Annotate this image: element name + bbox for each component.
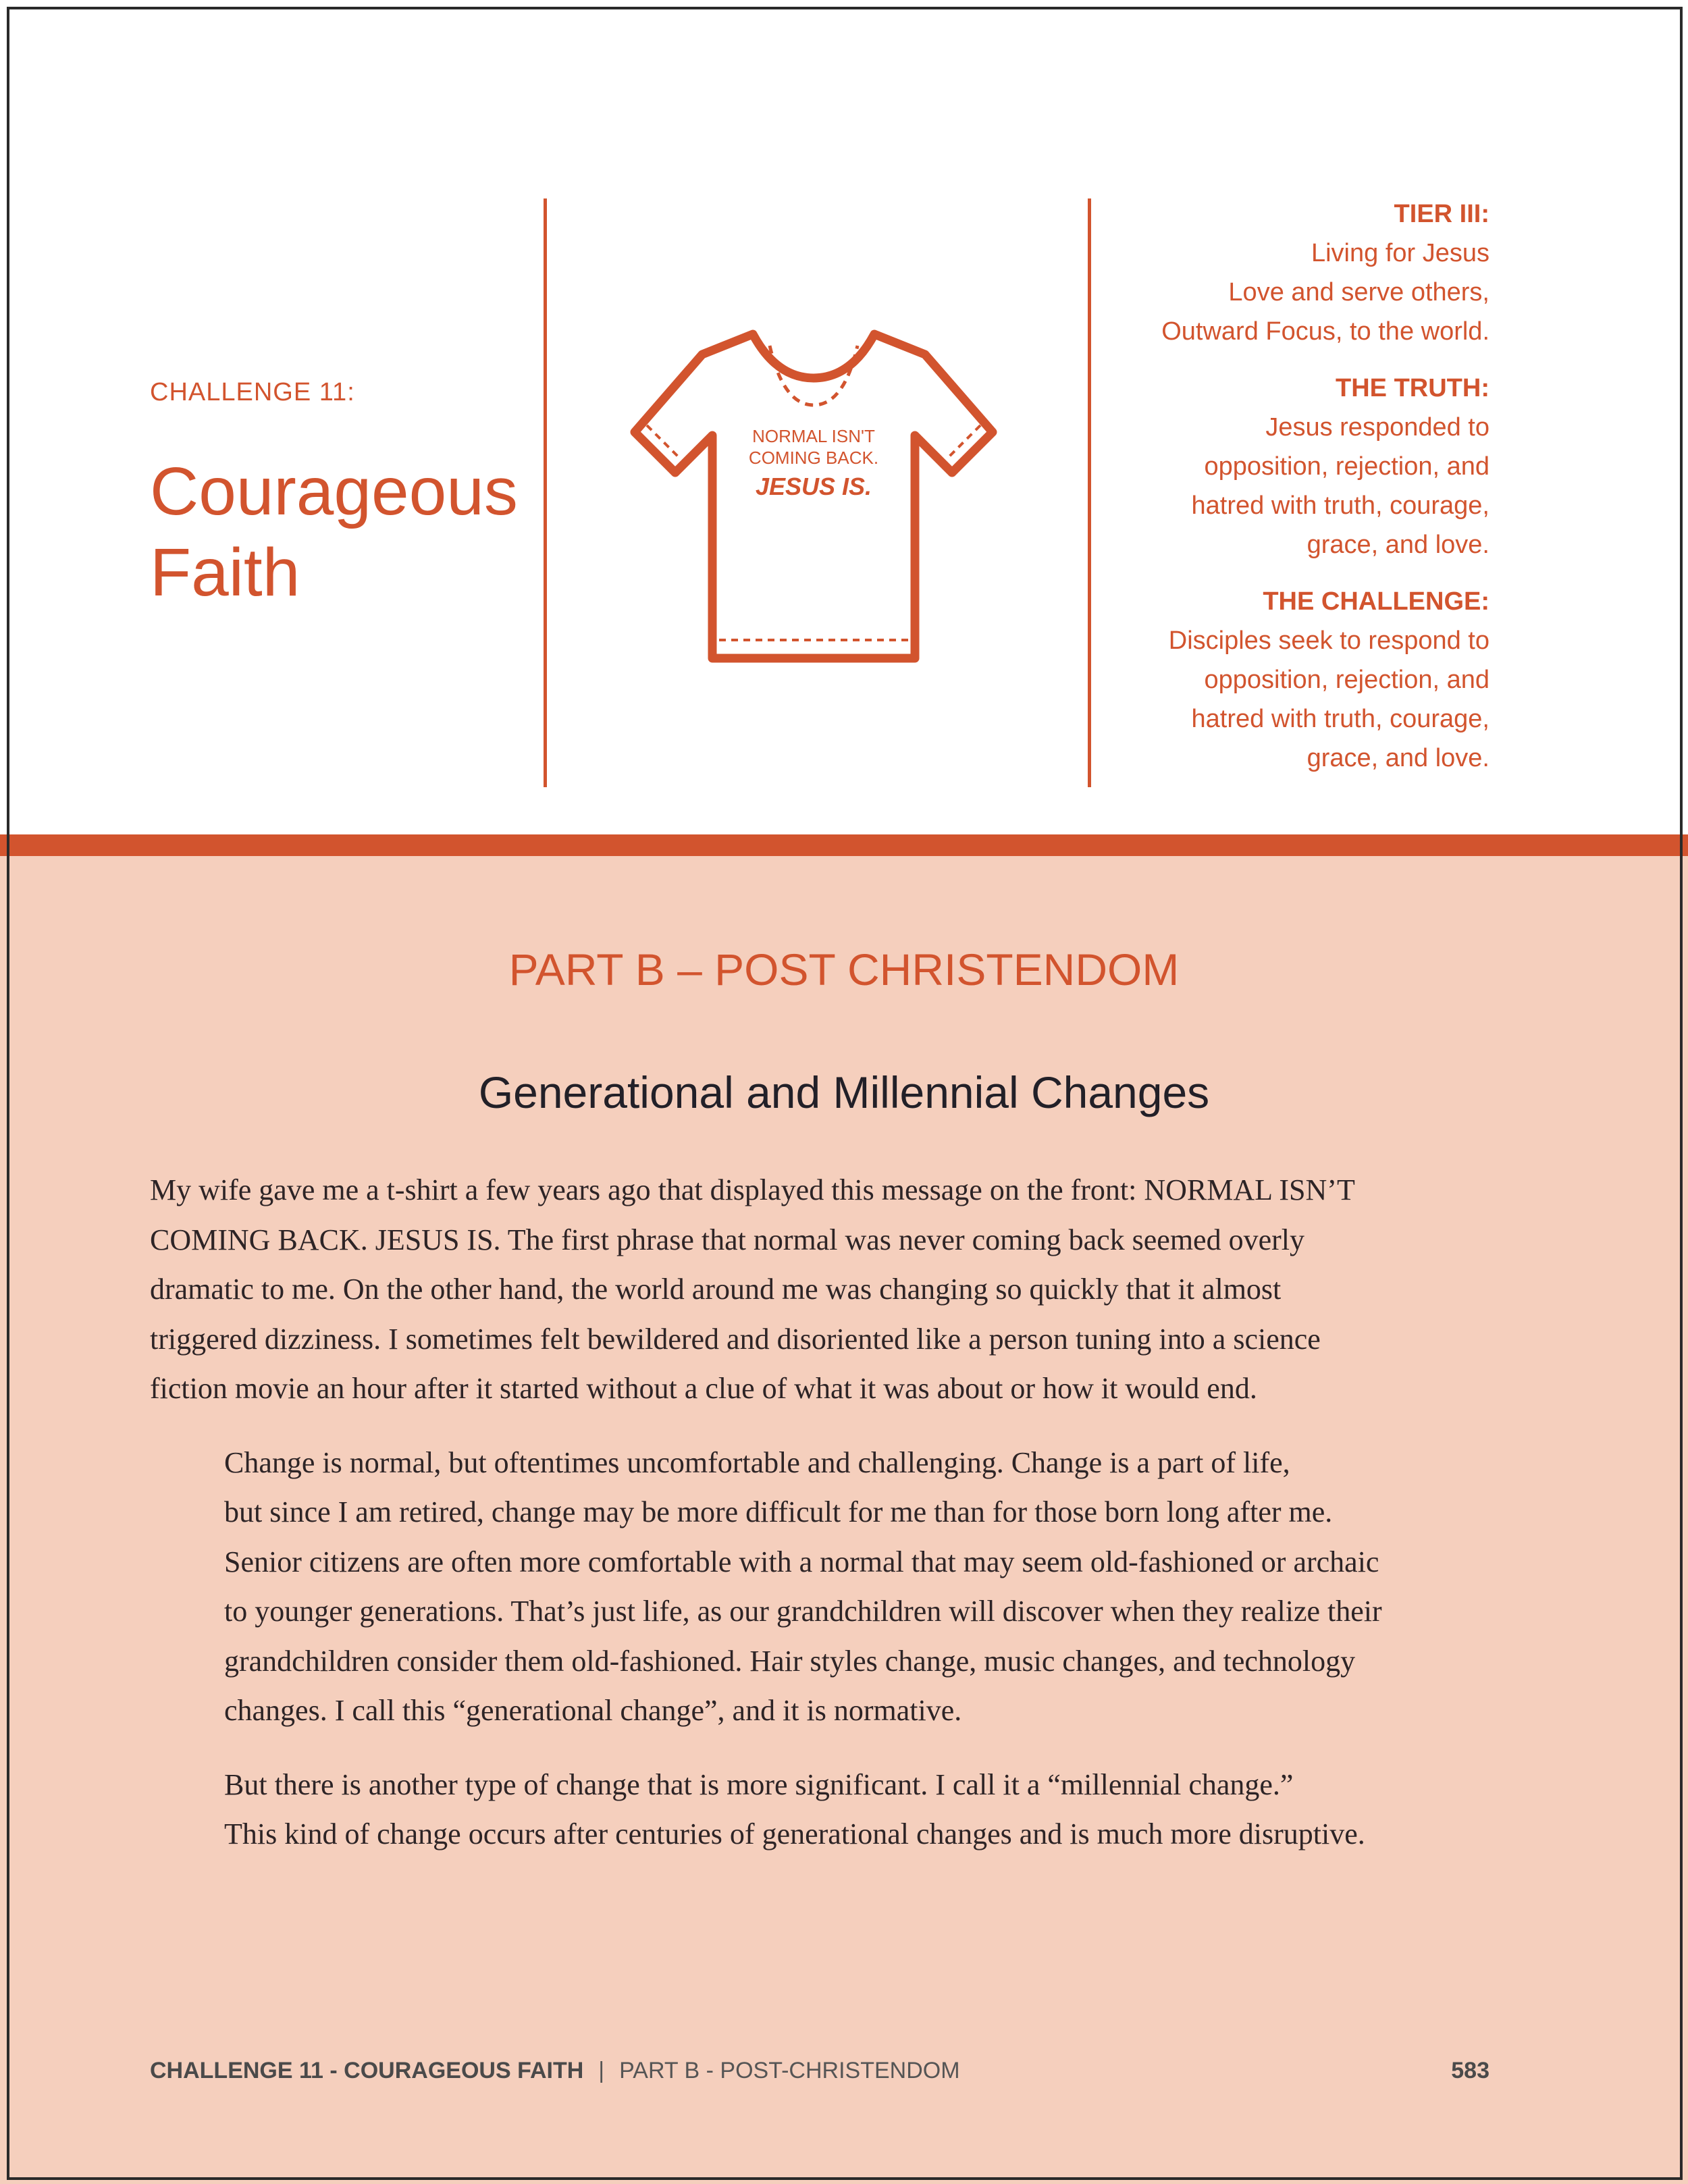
tier-block <box>1003 369 1489 564</box>
paragraph-line: but since I am retired, change may be more difficult for me than for those born long after me. <box>224 1495 1333 1528</box>
paragraph-line: grandchildren consider them old-fashioned. Hair styles change, music changes, and technology <box>224 1644 1356 1678</box>
paragraph-line: changes. I call this “generational change”, and it is normative. <box>224 1694 962 1727</box>
paragraph-line: fiction movie an hour after it started without a clue of what it was about or how it would end. <box>150 1372 1257 1405</box>
tier-summary <box>1003 194 1489 795</box>
tier-line: hatred with truth, courage, <box>1191 491 1489 520</box>
paragraph-line: Change is normal, but oftentimes uncomfortable and challenging. Change is a part of life, <box>224 1445 1290 1479</box>
tier-heading: THE TRUTH: <box>1336 374 1489 402</box>
challenge-title-line2: Faith <box>150 535 300 610</box>
header-panel <box>0 0 1688 834</box>
tier-line: grace, and love. <box>1307 531 1489 559</box>
tier-line: Living for Jesus <box>1311 239 1489 267</box>
page-number: 583 <box>1451 2058 1489 2083</box>
tshirt-text-line1: NORMAL ISN'T <box>752 426 875 446</box>
footer-separator: | <box>598 2058 605 2083</box>
body-paragraph <box>150 1165 1527 1414</box>
tier-block <box>1003 194 1489 351</box>
tshirt-text-line2: COMING BACK. <box>748 448 879 468</box>
footer-part: PART B - POST-CHRISTENDOM <box>619 2058 960 2083</box>
paragraph-line: dramatic to me. On the other hand, the world around me was changing so quickly that it almost <box>150 1273 1282 1306</box>
paragraph-line: But there is another type of change that is more significant. I call it a “millennial change.” <box>224 1767 1294 1801</box>
paragraph-line: This kind of change occurs after centuries of generational changes and is much more disruptive. <box>224 1817 1365 1850</box>
challenge-label: CHALLENGE 11: <box>150 378 355 406</box>
paragraph-line: to younger generations. That’s just life, as our grandchildren will discover when they realize their <box>224 1595 1382 1628</box>
paragraph-line: My wife gave me a t-shirt a few years ago that displayed this message on the front: NORMAL ISN’T <box>150 1173 1355 1206</box>
body-paragraph <box>150 1438 1527 1736</box>
tier-line: Love and serve others, <box>1228 278 1489 307</box>
tier-line: Jesus responded to <box>1265 413 1489 442</box>
body-text <box>150 1165 1527 1884</box>
challenge-title-line1: Courageous <box>150 454 518 529</box>
tshirt-illustration <box>621 317 1006 668</box>
tier-heading: TIER III: <box>1394 200 1489 228</box>
footer-running-head <box>150 2058 960 2084</box>
tier-line: Outward Focus, to the world. <box>1161 317 1489 346</box>
challenge-title <box>150 451 542 613</box>
tier-line: Disciples seek to respond to <box>1168 627 1489 655</box>
tier-line: hatred with truth, courage, <box>1191 705 1489 733</box>
paragraph-line: COMING BACK. JESUS IS. The first phrase that normal was never coming back seemed overly <box>150 1223 1304 1256</box>
part-heading: PART B – POST CHRISTENDOM <box>508 944 1180 994</box>
section-heading: Generational and Millennial Changes <box>478 1067 1210 1117</box>
tier-block <box>1003 582 1489 778</box>
vertical-divider-left <box>544 198 547 787</box>
footer-chapter: CHALLENGE 11 - COURAGEOUS FAITH <box>150 2058 584 2083</box>
paragraph-line: Senior citizens are often more comfortable with a normal that may seem old-fashioned or archaic <box>224 1545 1379 1578</box>
body-paragraph <box>150 1760 1527 1859</box>
paragraph-line: triggered dizziness. I sometimes felt bewildered and disoriented like a person tuning into a science <box>150 1322 1321 1356</box>
tier-heading: THE CHALLENGE: <box>1263 587 1489 616</box>
tier-line: opposition, rejection, and <box>1204 452 1489 481</box>
tier-line: opposition, rejection, and <box>1204 666 1489 694</box>
accent-bar <box>0 834 1688 856</box>
tier-line: grace, and love. <box>1307 744 1489 772</box>
tshirt-text-line3: JESUS IS. <box>755 473 872 500</box>
